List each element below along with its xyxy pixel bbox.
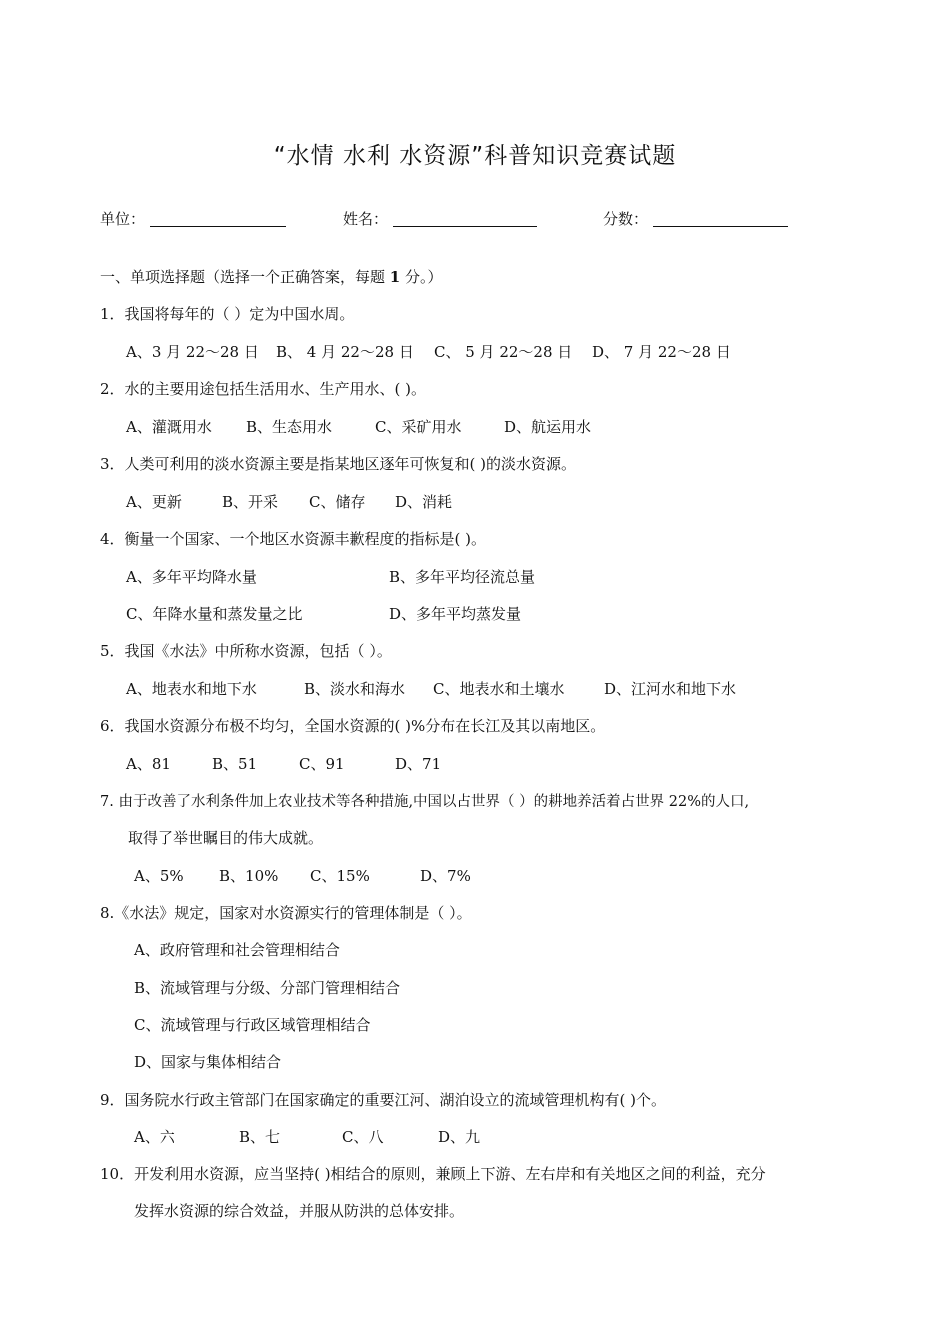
q8-option-d[interactable]: D、国家与集体相结合	[134, 1053, 282, 1071]
question-8: 8.《水法》规定，国家对水资源实行的管理体制是（ ）。	[100, 904, 472, 922]
q4-option-a[interactable]: A、多年平均降水量	[126, 568, 257, 586]
question-6: 6．我国水资源分布极不均匀，全国水资源的( )%分布在长江及其以南地区。	[100, 717, 606, 735]
q6-option-a[interactable]: A、81	[126, 755, 171, 773]
q1-option-a[interactable]: A、3 月 22～28 日	[126, 343, 259, 361]
q9-option-c[interactable]: C、八	[342, 1128, 384, 1146]
score-blank[interactable]	[653, 226, 788, 227]
q7-option-d[interactable]: D、7%	[420, 867, 471, 885]
q2-option-d[interactable]: D、航运用水	[504, 418, 592, 436]
q9-option-b[interactable]: B、七	[239, 1128, 281, 1146]
q4-option-c[interactable]: C、年降水量和蒸发量之比	[126, 605, 303, 623]
q5-option-d[interactable]: D、江河水和地下水	[604, 680, 737, 698]
q4-option-d[interactable]: D、多年平均蒸发量	[389, 605, 522, 623]
page-title: “水情 水利 水资源”科普知识竞赛试题	[273, 143, 677, 169]
q8-option-a[interactable]: A、政府管理和社会管理相结合	[134, 941, 340, 959]
unit-label: 单位：	[100, 210, 146, 228]
q6-option-d[interactable]: D、71	[395, 755, 442, 773]
q2-option-a[interactable]: A、灌溉用水	[126, 418, 212, 436]
q6-option-b[interactable]: B、51	[212, 755, 258, 773]
question-7-continued: 取得了举世瞩目的伟大成就。	[128, 829, 324, 847]
q1-option-b[interactable]: B、 4 月 22～28 日	[276, 343, 414, 361]
question-7: 7. 由于改善了水利条件加上农业技术等各种措施,中国以占世界（ ）的耕地养活着占世界 22%的人口,	[100, 794, 750, 810]
q9-option-d[interactable]: D、九	[438, 1128, 481, 1146]
header-fields	[0, 208, 950, 232]
q2-option-c[interactable]: C、采矿用水	[375, 418, 462, 436]
question-4: 4．衡量一个国家、一个地区水资源丰歉程度的指标是( )。	[100, 530, 487, 548]
question-9: 9．国务院水行政主管部门在国家确定的重要江河、湖泊设立的流域管理机构有( )个。	[100, 1091, 667, 1109]
q8-option-c[interactable]: C、流域管理与行政区域管理相结合	[134, 1016, 371, 1034]
question-10-continued: 发挥水资源的综合效益，并服从防洪的总体安排。	[134, 1202, 465, 1220]
q8-option-b[interactable]: B、流域管理与分级、分部门管理相结合	[134, 979, 401, 997]
q5-option-b[interactable]: B、淡水和海水	[304, 680, 406, 698]
unit-blank[interactable]	[150, 226, 286, 227]
q1-option-c[interactable]: C、 5 月 22～28 日	[434, 343, 573, 361]
question-2: 2．水的主要用途包括生活用水、生产用水、( )。	[100, 380, 427, 398]
q3-option-c[interactable]: C、储存	[309, 493, 366, 511]
question-3: 3．人类可利用的淡水资源主要是指某地区逐年可恢复和( )的淡水资源。	[100, 455, 577, 473]
q2-option-b[interactable]: B、生态用水	[246, 418, 333, 436]
name-blank[interactable]	[393, 226, 537, 227]
question-5: 5．我国《水法》中所称水资源，包括（ ）。	[100, 642, 392, 660]
q5-option-c[interactable]: C、地表水和土壤水	[433, 680, 565, 698]
q6-option-c[interactable]: C、91	[299, 755, 345, 773]
q7-option-c[interactable]: C、15%	[310, 867, 370, 885]
q7-option-a[interactable]: A、5%	[134, 867, 184, 885]
score-label: 分数：	[603, 210, 649, 228]
q7-option-b[interactable]: B、10%	[219, 867, 279, 885]
name-label: 姓名：	[343, 210, 389, 228]
question-10: 10．开发利用水资源，应当坚持( )相结合的原则，兼顾上下游、左右岸和有关地区之间的利益，充分	[100, 1165, 766, 1183]
q3-option-b[interactable]: B、开采	[222, 493, 279, 511]
section-heading: 一、单项选择题（选择一个正确答案，每题 1 分。）	[100, 268, 443, 286]
q5-option-a[interactable]: A、地表水和地下水	[126, 680, 257, 698]
q1-option-d[interactable]: D、 7 月 22～28 日	[592, 343, 731, 361]
q9-option-a[interactable]: A、六	[134, 1128, 175, 1146]
q3-option-a[interactable]: A、更新	[126, 493, 182, 511]
q4-option-b[interactable]: B、多年平均径流总量	[389, 568, 536, 586]
q3-option-d[interactable]: D、消耗	[395, 493, 453, 511]
question-1: 1．我国将每年的（ ）定为中国水周。	[100, 305, 355, 323]
